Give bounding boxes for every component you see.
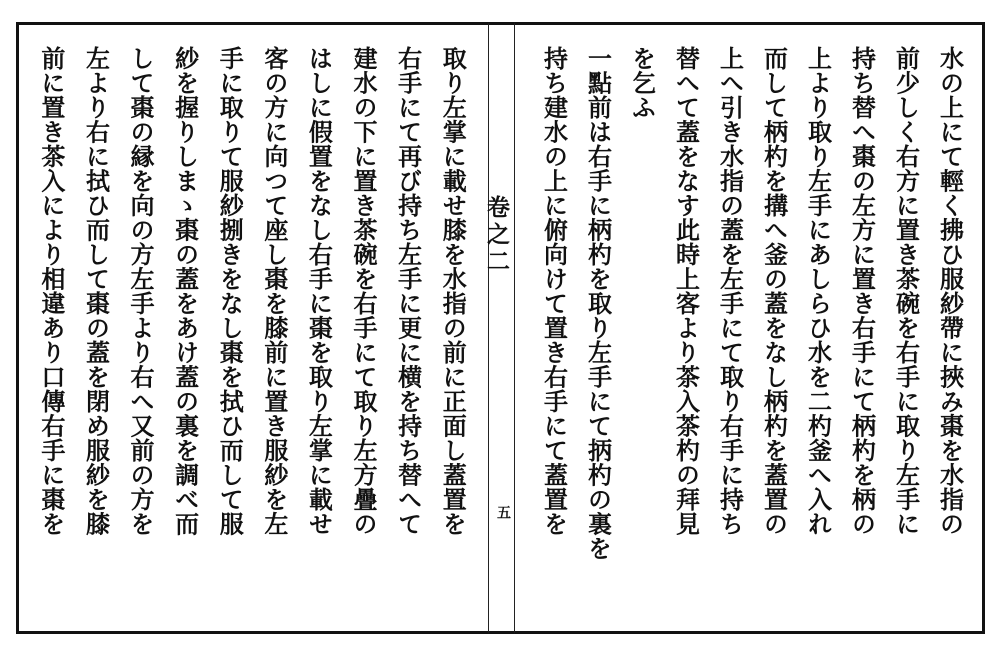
- text-column: 水の上にて輕く拂ひ服紗帶に挾み棗を水指の: [935, 46, 965, 536]
- text-column: 右手にて再び持ち左手に更に横を持ち替へて: [393, 46, 423, 536]
- text-column: して棗の縁を向の方左手より右へ又前の方を: [126, 46, 156, 536]
- text-column: 左より右に拭ひ而して棗の蓋を閉め服紗を膝: [81, 46, 111, 536]
- text-column: 手に取りて服紗捌きをなし棗を拭ひ而して服: [215, 46, 245, 536]
- text-column: 取り左掌に載せ膝を水指の前に正面し蓋置を: [438, 46, 468, 536]
- text-column: 持ち建水の上に俯向けて置き右手にて蓋置を: [539, 46, 569, 536]
- text-column: 前に置き茶入により相違あり口傳右手に棗を: [36, 46, 66, 536]
- text-column: 一點前は右手に柄杓を取り左手にて抦杓の裏を: [583, 46, 613, 561]
- text-column: 而して柄杓を搆へ釜の蓋をなし柄杓を蓋置の: [759, 46, 789, 536]
- text-column: 上より取り左手にあしらひ水を二杓釜へ入れ: [803, 46, 833, 536]
- text-column: 上へ引き水指の蓋を左手にて取り右手に持ち: [715, 46, 745, 536]
- left-page-text: [30, 46, 476, 631]
- text-column: 客の方に向つて座し棗を膝前に置き服紗を左: [259, 46, 289, 536]
- volume-title: 卷之二: [483, 195, 510, 276]
- right-page-text: [533, 46, 973, 631]
- text-column: 前少しく右方に置き茶碗を右手に取り左手に: [891, 46, 921, 536]
- text-column: 替へて蓋をなす此時上客より茶入茶杓の拜見: [671, 46, 701, 536]
- text-column: 持ち替へ棗の左方に置き右手にて柄杓を柄の: [847, 46, 877, 536]
- page-number: 五: [495, 505, 511, 519]
- text-column: はしに假置をなし右手に棗を取り左掌に載せ: [304, 46, 334, 536]
- center-gutter: [483, 22, 515, 634]
- text-column: を乞ふ: [627, 46, 657, 120]
- text-column: 紗を握りしまゝ棗の蓋をあけ蓋の裏を調べ而: [170, 46, 200, 536]
- text-column: 建水の下に置き茶碗を右手にて取り左方疊の: [349, 46, 379, 536]
